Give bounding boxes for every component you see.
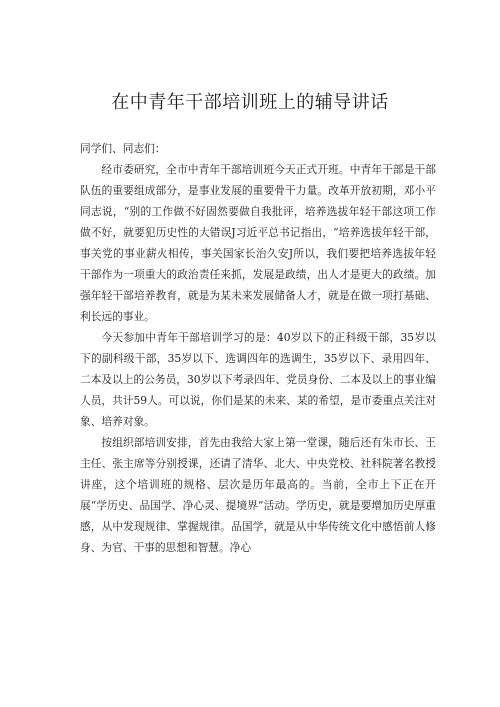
paragraph-1: 经市委研究，全市中青年干部培训班今天正式开班。中青年干部是干部队伍的重要组成部分，是事业发展的重要骨干力量。改革开放初期，邓小平同志说，“别的工作做不好固然要做自我批评，培养选拔年轻干部这项工作做不好，就要犯历史性的大错误J习近平总书记指出，“培养选拔年轻干部，事关党的事业薪火相传，事关国家长治久安J所以，我们要把培养选拔年轻干部作为一项重大的政治责任来抓，发展是政绩，出人才是更大的政绩。加强年轻干部培养教育，就是为某未来发展储备人才，就是在做一项打基础、利长远的事业。	[80, 163, 436, 323]
paragraph-3: 按组织部培训安排，首先由我给大家上第一堂课，随后还有朱市长、王主任、张主席等分别授课，还请了清华、北大、中央党校、社科院著名教授讲座，这个培训班的规格、层次是历年最高的。当前，全市上下正在开展“学历史、品国学、净心灵、提境界”活动。学历史，就是要增加历史厚重感，从中发现规律、掌握规律。品国学，就是从中华传统文化中感悟前人修身、为官、干事的思想和智慧。净心	[80, 436, 436, 554]
document-body	[80, 138, 436, 558]
paragraph-2: 今天参加中青年干部培训学习的是：40岁以下的正科级干部，35岁以下的副科级干部，35岁以下、选调四年的选调生，35岁以下、录用四年、二本及以上的公务员，30岁以下考录四年、党员身份、二本及以上的事业编人员，共计59人。可以说，你们是某的未来、某的希望，是市委重点关注对象、培养对象。	[80, 331, 436, 428]
salutation: 同学们、同志们：	[80, 142, 166, 155]
document-title: 在中青年干部培训班上的辅导讲话	[111, 92, 389, 113]
